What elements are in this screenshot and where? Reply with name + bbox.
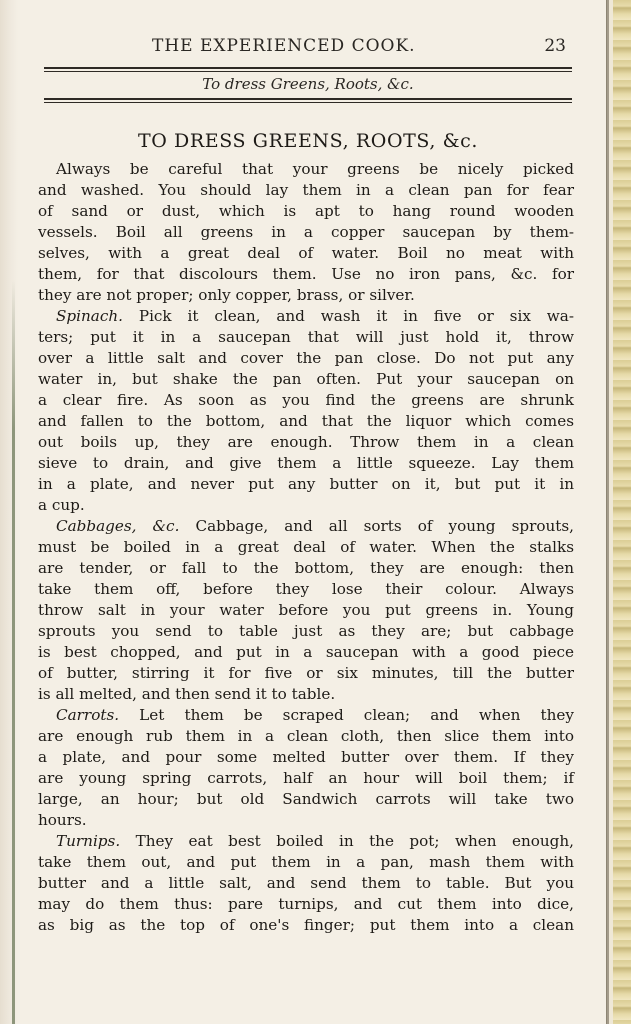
text-line xyxy=(38,201,574,222)
header-rule-thick xyxy=(44,67,572,69)
section-title: TO DRESS GREENS, ROOTS, &c. xyxy=(137,130,479,152)
section-subhead: To dress Greens, Roots, &c. xyxy=(202,75,414,93)
text-line-content: sieve to drain, and give them a little squeeze. Lay them xyxy=(38,454,574,472)
text-line-content: water in, but shake the pan often. Put your saucepan on xyxy=(38,370,574,388)
text-line xyxy=(38,873,574,894)
text-line-content: are enough rub them in a clean cloth, then slice them into xyxy=(38,727,574,745)
text-line-content: and washed. You should lay them in a clean pan for fear xyxy=(38,181,574,199)
page-number: 23 xyxy=(544,36,566,56)
text-line-content: large, an hour; but old Sandwich carrots will take two xyxy=(38,790,574,808)
text-line-content: take them out, and put them in a pan, mash them with xyxy=(38,853,574,871)
text-line xyxy=(38,369,574,390)
text-line-content: as big as the top of one's finger; put them into a clean xyxy=(38,916,574,934)
text-line-content: them, for that discolours them. Use no iron pans, &c. for xyxy=(38,265,574,283)
paragraph-lead-italic: Turnips. xyxy=(56,832,121,850)
text-line-content: out boils up, they are enough. Throw them in a clean xyxy=(38,433,574,451)
text-line-content: is all melted, and then send it to table. xyxy=(38,685,336,703)
text-line-content: in a plate, and never put any butter on it, but put it in xyxy=(38,475,574,493)
text-line xyxy=(38,348,574,369)
text-line xyxy=(38,453,574,474)
text-line-content: Let them be scraped clean; and when they xyxy=(119,706,574,724)
text-line-content: a plate, and pour some melted butter over them. If they xyxy=(38,748,574,766)
text-line-content: take them off, before they lose their colour. Always xyxy=(38,580,574,598)
text-line-content: are young spring carrots, half an hour will boil them; if xyxy=(38,769,574,787)
text-line-content: They eat best boiled in the pot; when enough, xyxy=(120,832,574,850)
text-line xyxy=(38,516,574,537)
text-line xyxy=(38,684,574,705)
page-binding-gutter xyxy=(0,0,18,1024)
text-line xyxy=(38,621,574,642)
subhead-rule-thin xyxy=(44,102,572,103)
text-line-content: ters; put it in a saucepan that will just hold it, throw xyxy=(38,328,574,346)
body-text xyxy=(38,159,574,936)
text-line xyxy=(38,327,574,348)
text-line xyxy=(38,810,574,831)
text-line xyxy=(38,432,574,453)
text-line xyxy=(38,579,574,600)
text-line xyxy=(38,663,574,684)
text-line xyxy=(38,180,574,201)
text-line-content: Always be careful that your greens be nicely picked xyxy=(56,160,574,178)
text-line xyxy=(38,243,574,264)
text-line xyxy=(38,705,574,726)
text-line xyxy=(38,222,574,243)
text-line xyxy=(38,558,574,579)
text-line-content: throw salt in your water before you put greens in. Young xyxy=(38,601,574,619)
text-line-content: and fallen to the bottom, and that the liquor which comes xyxy=(38,412,574,430)
text-line-content: butter and a little salt, and send them to table. But you xyxy=(38,874,574,892)
text-line-content: are tender, or fall to the bottom, they are enough: then xyxy=(38,559,574,577)
text-line-content: vessels. Boil all greens in a copper saucepan by them- xyxy=(38,223,574,241)
text-line xyxy=(38,474,574,495)
text-line-content: over a little salt and cover the pan close. Do not put any xyxy=(38,349,574,367)
paragraph-lead-italic: Carrots. xyxy=(56,706,120,724)
binding-edge-shadow xyxy=(12,280,15,1024)
text-line xyxy=(38,894,574,915)
text-line xyxy=(38,264,574,285)
text-line xyxy=(38,852,574,873)
text-line-content: Cabbage, and all sorts of young sprouts, xyxy=(179,517,574,535)
text-line xyxy=(38,915,574,936)
text-line-content: is best chopped, and put in a saucepan with a good piece xyxy=(38,643,574,661)
paragraph-lead-italic: Cabbages, &c. xyxy=(56,517,180,535)
fore-edge-shadow xyxy=(606,0,609,1024)
paragraph-lead-italic: Spinach. xyxy=(56,307,123,325)
text-line-content: sprouts you send to table just as they are; but cabbage xyxy=(38,622,574,640)
text-line-content: of butter, stirring it for five or six minutes, till the butter xyxy=(38,664,574,682)
running-head-title: THE EXPERIENCED COOK. xyxy=(152,36,416,56)
text-line-content: must be boiled in a great deal of water. When the stalks xyxy=(38,538,574,556)
text-line-content: may do them thus: pare turnips, and cut them into dice, xyxy=(38,895,574,913)
subhead-rule-thick xyxy=(44,98,572,100)
text-line xyxy=(38,390,574,411)
text-line xyxy=(38,159,574,180)
text-line xyxy=(38,411,574,432)
text-line-content: hours. xyxy=(38,811,87,829)
text-line xyxy=(38,600,574,621)
text-line-content: selves, with a great deal of water. Boil no meat with xyxy=(38,244,574,262)
fore-edge-gilding xyxy=(613,0,631,1024)
text-line xyxy=(38,306,574,327)
text-line xyxy=(38,768,574,789)
text-line xyxy=(38,726,574,747)
text-line-content: of sand or dust, which is apt to hang round wooden xyxy=(38,202,574,220)
text-line-content: a cup. xyxy=(38,496,85,514)
text-line xyxy=(38,831,574,852)
text-line xyxy=(38,495,574,516)
text-line-content: they are not proper; only copper, brass, or silver. xyxy=(38,286,415,304)
header-rule-thin xyxy=(44,71,572,72)
text-line xyxy=(38,642,574,663)
text-line xyxy=(38,789,574,810)
text-line xyxy=(38,747,574,768)
running-head xyxy=(40,36,580,58)
text-line xyxy=(38,285,574,306)
text-line-content: Pick it clean, and wash it in five or six wa- xyxy=(122,307,574,325)
text-line-content: a clear fire. As soon as you find the greens are shrunk xyxy=(38,391,574,409)
text-line xyxy=(38,537,574,558)
